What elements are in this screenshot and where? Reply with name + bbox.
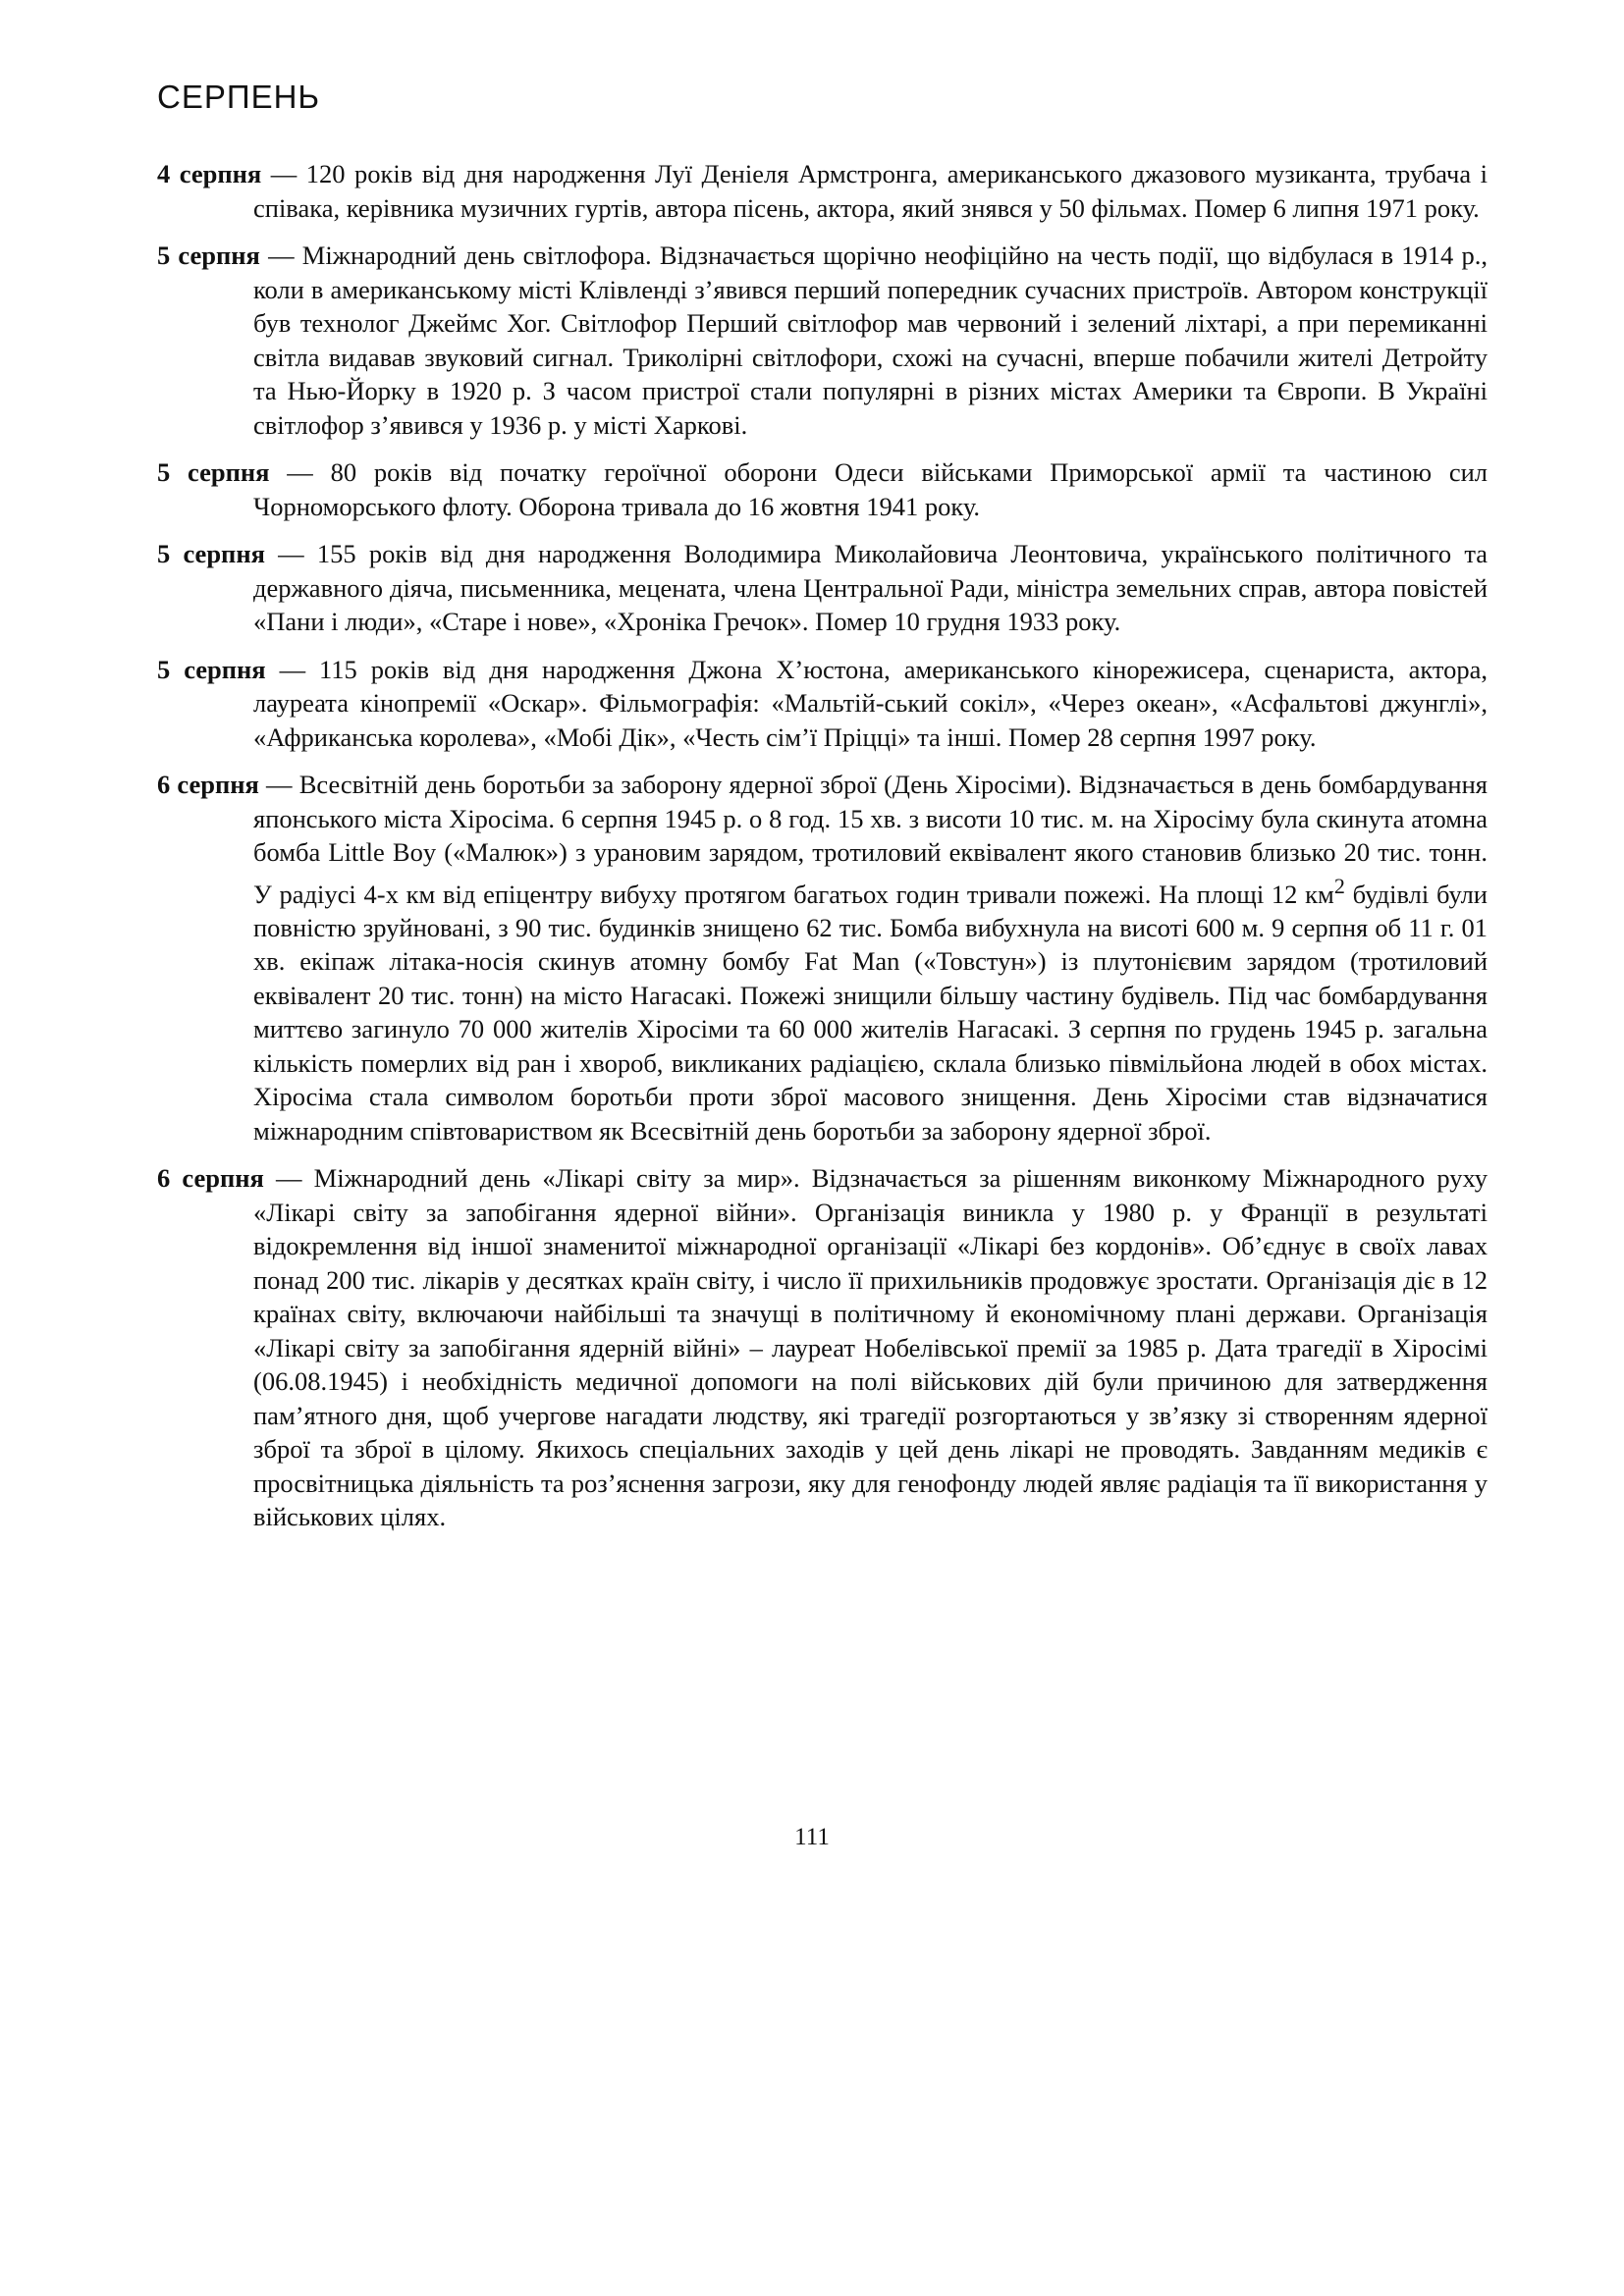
entry-text: — Всесвітній день боротьби за заборону ядерної зброї (День Хіросіми). Відзначається в день бомбардування японського міста Хіросіма. 6 серпня 1945 р. о 8 год. 15 хв. з висоти 10 тис. м. на Хіросіму була скинута атомна бомба Little Boy («Малюк») з урановим зарядом, тротиловий еквівалент якого становив близько 20 тис. тонн. У радіусі 4-х км від епіцентру вибуху протягом багатьох годин тривали пожежі. На площі 12 км [253,770,1488,909]
month-heading: СЕРПЕНЬ [157,79,321,115]
entry-date: 5 серпня [157,539,265,568]
entry-text: — Міжнародний день світлофора. Відзначається щорічно неофіційно на честь події, що відбулася в 1914 р., коли в американському місті Клівленді з’явився перший попередник сучасних пристроїв. Автором конструкції був технолог Джеймс Хог. Світлофор Перший світлофор мав червоний і зелений ліхтарі, а при перемиканні світла видавав звуковий сигнал. Триколірні світлофори, схожі на сучасні, вперше побачили жителі Детройту та Нью-Йорку в 1920 р. З часом пристрої стали популярні в різних містах Америки та Європи. В Україні світлофор з’явився у 1936 р. у місті Харкові. [253,240,1488,440]
entry-text: — 120 років від дня народження Луї Деніеля Армстронга, американського джазового музиканта, трубача і співака, керівника музичних гуртів, автора пісень, актора, який знявся у 50 фільмах. Помер 6 липня 1971 року. [253,159,1488,223]
entry-date: 4 серпня [157,159,262,188]
entry-date: 6 серпня [157,770,259,799]
entry-text: — Міжнародний день «Лікарі світу за мир». Відзначається за рішенням виконкому Міжнародного руху «Лікарі світу за запобігання ядерної війни». Організація виникла у 1980 р. у Франції в результаті відокремлення від іншої знаменитої міжнародної організації «Лікарі без кордонів». Об’єднує в своїх лавах понад 200 тис. лікарів у десятках країн світу, і число її прихильників продовжує зростати. Організація діє в 12 країнах світу, включаючи найбільші та значущі в політичному й економічному плані держави. Організація «Лікарі світу за запобігання ядерній війні» – лауреат Нобелівської премії за 1985 р. Дата трагедії в Хіросімі (06.08.1945) і необхідність медичної допомоги на полі військових дій були причиною для затвердження пам’ятного дня, щоб учергове нагадати людству, які трагедії розгортаються у зв’язку зі створенням ядерної зброї та зброї в цілому. Якихось спеціальних заходів у цей день лікарі не проводять. Завданням медиків є просвітницька діяльність та роз’яснення загрози, яку для генофонду людей являє радіація та її використання у військових цілях. [253,1163,1488,1532]
entry-text: — 155 років від дня народження Володимира Миколайовича Леонтовича, українського політичного та державного діяча, письменника, мецената, члена Центральної Ради, міністра земельних справ, автора повістей «Пани і люди», «Старе і нове», «Хроніка Гречок». Помер 10 грудня 1933 року. [253,539,1488,636]
calendar-entries [157,157,1488,1548]
entry-date: 6 серпня [157,1163,264,1194]
calendar-entry [157,157,1488,225]
calendar-entry [157,537,1488,639]
calendar-entry [157,239,1488,442]
superscript: 2 [1333,873,1345,898]
calendar-entry [157,455,1488,523]
calendar-entry [157,653,1488,755]
entry-date: 5 серпня [157,457,270,487]
entry-date: 5 серпня [157,240,260,270]
entry-date: 5 серпня [157,654,266,684]
entry-text: — 80 років від початку героїчної оборони Одеси військами Приморської армії та частиною сил Чорноморського флоту. Оборона тривала до 16 жовтня 1941 року. [253,457,1488,521]
page-number: 111 [794,1824,830,1850]
entry-text: — 115 років від дня народження Джона Х’юстона, американського кінорежисера, сценариста, актора, лауреата кінопремії «Оскар». Фільмографія: «Мальтій-ський сокіл», «Через океан», «Асфальтові джунглі», «Африканська королева», «Мобі Дік», «Честь сім’ї Пріцці» та інші. Помер 28 серпня 1997 року. [253,654,1488,752]
calendar-entry [157,1161,1488,1534]
calendar-entry [157,768,1488,1148]
entry-text-continued: будівлі були повністю зруйновані, з 90 тис. будинків знищено 62 тис. Бомба вибухнула на висоті 600 м. 9 серпня об 11 г. 01 хв. екіпаж літака-носія скинув атомну бомбу Fat Man («Товстун») із плутонієвим зарядом (тротиловий еквівалент 20 тис. тонн) на місто Нагасакі. Пожежі знищили більшу частину будівель. Під час бомбардування миттєво загинуло 70 000 жителів Хіросіми та 60 000 жителів Нагасакі. З серпня по грудень 1945 р. загальна кількість померлих від ран і хвороб, викликаних радіацією, склала близько півмільйона людей в обох містах. Хіросіма стала символом боротьби проти зброї масового знищення. День Хіросіми став відзначатися міжнародним співтовариством як Всесвітній день боротьби за заборону ядерної зброї. [253,879,1488,1146]
